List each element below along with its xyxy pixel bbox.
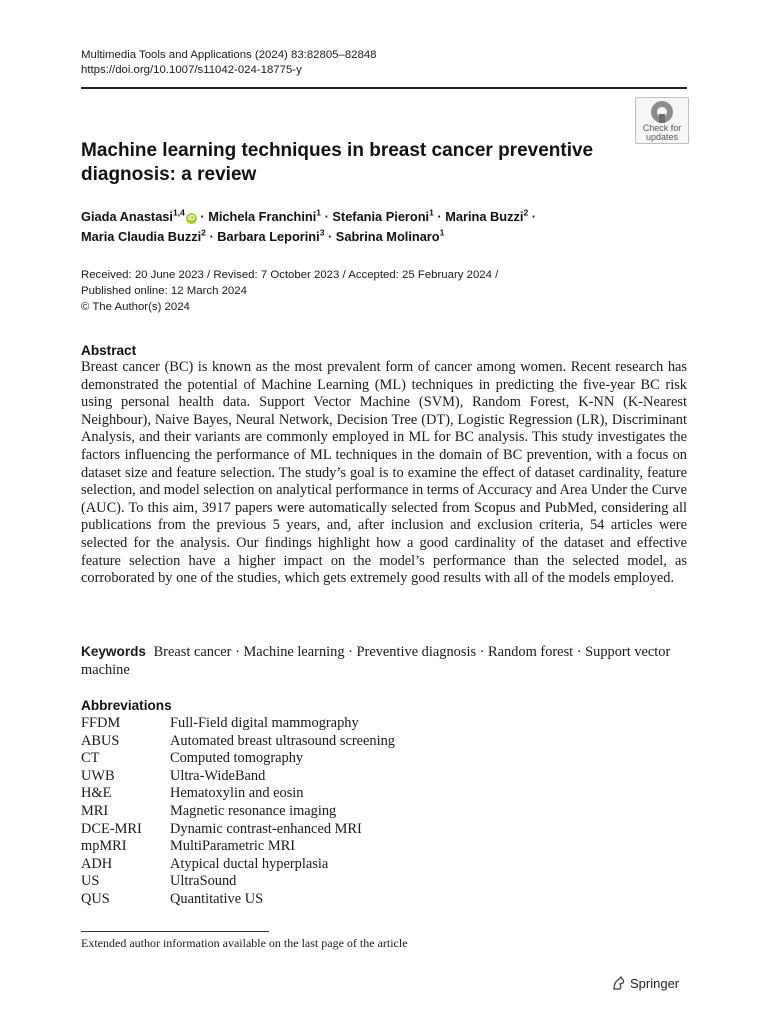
- doi-link[interactable]: https://doi.org/10.1007/s11042-024-18775-y: [81, 64, 302, 76]
- abstract-text: Breast cancer (BC) is known as the most prevalent form of cancer among women. Recent research has demonstrated the potential of Machine Learning (ML) techniques in predicting the five-year BC risk using personal health data. Support Vector Machine (SVM), Random Forest, K-NN (K-Nearest Neighbour), Naive Bayes, Neural Network, Decision Tree (DT), Logistic Regression (LR), Discriminant Analysis, and their variants are commonly employed in ML for BC analysis. This study investigates the factors influencing the performance of ML techniques in the domain of BC prevention, with a focus on dataset size and feature selection. The study’s goal is to examine the effect of dataset cardinality, feature selection, and model selection on analytical performance in terms of Accuracy and Area Under the Curve (AUC). To this aim, 3917 papers were automatically selected from Scopus and PubMed, considering all publications from the previous 5 years, and, after inclusion and exclusion criteria, 54 articles were selected for the analysis. Our findings highlight how a good cardinality of the dataset and effective feature selection have a higher impact on the model’s performance than the selected model, as corroborated by one of the studies, which gets extremely good results with all of the models employed.: [81, 359, 687, 587]
- abbreviation-definition: Full-Field digital mammography: [170, 715, 359, 731]
- author-affiliation: 2: [201, 227, 206, 238]
- dates-received: Received: 20 June 2023 / Revised: 7 October 2023 / Accepted: 25 February 2024 /: [81, 269, 499, 281]
- author-name: Barbara Leporini: [217, 229, 320, 244]
- abbreviation-term: H&E: [81, 785, 112, 802]
- author-affiliation: 1: [429, 207, 434, 218]
- badge-line2: updates: [645, 132, 679, 142]
- crossmark-icon: [650, 100, 674, 124]
- author-name: Marina Buzzi: [445, 209, 524, 224]
- author-separator: ·: [196, 209, 209, 224]
- abbreviation-definition: Computed tomography: [170, 750, 304, 767]
- abbreviation-definition: UltraSound: [170, 873, 237, 890]
- badge-line1: Check for: [642, 123, 682, 133]
- author-affiliation: 2: [523, 207, 529, 218]
- abbreviations-heading: Abbreviations: [81, 698, 172, 713]
- abbreviation-definition: Quantitative US: [170, 890, 264, 907]
- dates-published: Published online: 12 March 2024: [81, 285, 247, 297]
- abbreviation-definition: Magnetic resonance imaging: [170, 802, 337, 819]
- footnote: Extended author information available on the last page of the article: [81, 936, 408, 950]
- journal-citation: Multimedia Tools and Applications (2024) 83:82805–82848: [81, 49, 377, 61]
- abbreviations-list: [81, 715, 581, 909]
- author[interactable]: [208, 209, 321, 224]
- abbreviation-row: [81, 891, 581, 909]
- author[interactable]: [81, 209, 197, 224]
- journal-header: [81, 48, 377, 78]
- author-separator: ·: [528, 209, 536, 224]
- abbreviation-row: [81, 715, 581, 733]
- author[interactable]: [336, 229, 445, 244]
- copyright: © The Author(s) 2024: [81, 301, 190, 313]
- author[interactable]: [217, 229, 324, 244]
- publisher-name: Springer: [630, 976, 680, 991]
- abbreviation-term: FFDM: [81, 715, 121, 731]
- abbreviation-row: [81, 838, 581, 856]
- abstract-heading: Abstract: [81, 343, 137, 358]
- abbreviation-row: [81, 803, 581, 821]
- publisher-logo: [611, 975, 679, 992]
- abbreviation-definition: MultiParametric MRI: [170, 838, 296, 855]
- author-separator: ·: [324, 229, 336, 244]
- author-name: Michela Franchini: [208, 209, 317, 224]
- abbreviation-definition: Ultra-WideBand: [170, 767, 266, 784]
- abbreviation-term: CT: [81, 750, 100, 767]
- author-name: Stefania Pieroni: [332, 209, 430, 224]
- abbreviation-term: US: [81, 873, 100, 890]
- author[interactable]: [81, 229, 206, 244]
- article-title: Machine learning techniques in breast cancer preventive diagnosis: a review: [81, 140, 594, 185]
- author-affiliation: 1: [439, 227, 445, 238]
- header-rule: [81, 87, 687, 89]
- author-name: Giada Anastasi: [81, 209, 173, 224]
- abbreviation-term: UWB: [81, 767, 115, 784]
- author-affiliation: 3: [319, 227, 325, 238]
- abbreviation-row: [81, 785, 581, 803]
- check-for-updates-badge[interactable]: [635, 97, 689, 144]
- author-name: Maria Claudia Buzzi: [81, 229, 202, 244]
- author-list: [81, 207, 681, 247]
- abbreviation-row: [81, 750, 581, 768]
- abbreviation-definition: Atypical ductal hyperplasia: [170, 855, 329, 872]
- abbreviation-row: [81, 768, 581, 786]
- abbreviation-term: MRI: [81, 802, 109, 819]
- abbreviation-definition: Hematoxylin and eosin: [170, 785, 304, 802]
- springer-horse-icon: [611, 975, 627, 991]
- abbreviation-row: [81, 733, 581, 751]
- abbreviation-term: mpMRI: [81, 838, 127, 855]
- author-separator: ·: [433, 209, 446, 224]
- orcid-icon[interactable]: iD: [187, 215, 195, 222]
- keywords-label: Keywords: [81, 644, 146, 659]
- abbreviation-row: [81, 856, 581, 874]
- abbreviation-term: ABUS: [81, 732, 120, 749]
- author[interactable]: [445, 209, 528, 224]
- abbreviation-definition: Automated breast ultrasound screening: [170, 732, 395, 749]
- author-name: Sabrina Molinaro: [335, 229, 440, 244]
- abbreviation-definition: Dynamic contrast-enhanced MRI: [170, 820, 362, 837]
- abbreviation-row: [81, 821, 581, 839]
- keywords-text: Breast cancer · Machine learning · Preventive diagnosis · Random forest · Support vector machine: [81, 644, 671, 678]
- author-affiliation: 1: [316, 207, 322, 218]
- author-separator: ·: [205, 229, 218, 244]
- author-separator: ·: [321, 209, 333, 224]
- abbreviation-row: [81, 873, 581, 891]
- author-affiliation: 1,4: [172, 207, 185, 218]
- author[interactable]: [332, 209, 433, 224]
- abbreviation-term: ADH: [81, 855, 113, 872]
- article-dates: [81, 267, 691, 315]
- abbreviation-term: DCE-MRI: [81, 820, 142, 837]
- footnote-rule: [81, 931, 269, 932]
- keywords: [81, 643, 687, 679]
- abbreviation-term: QUS: [81, 890, 110, 907]
